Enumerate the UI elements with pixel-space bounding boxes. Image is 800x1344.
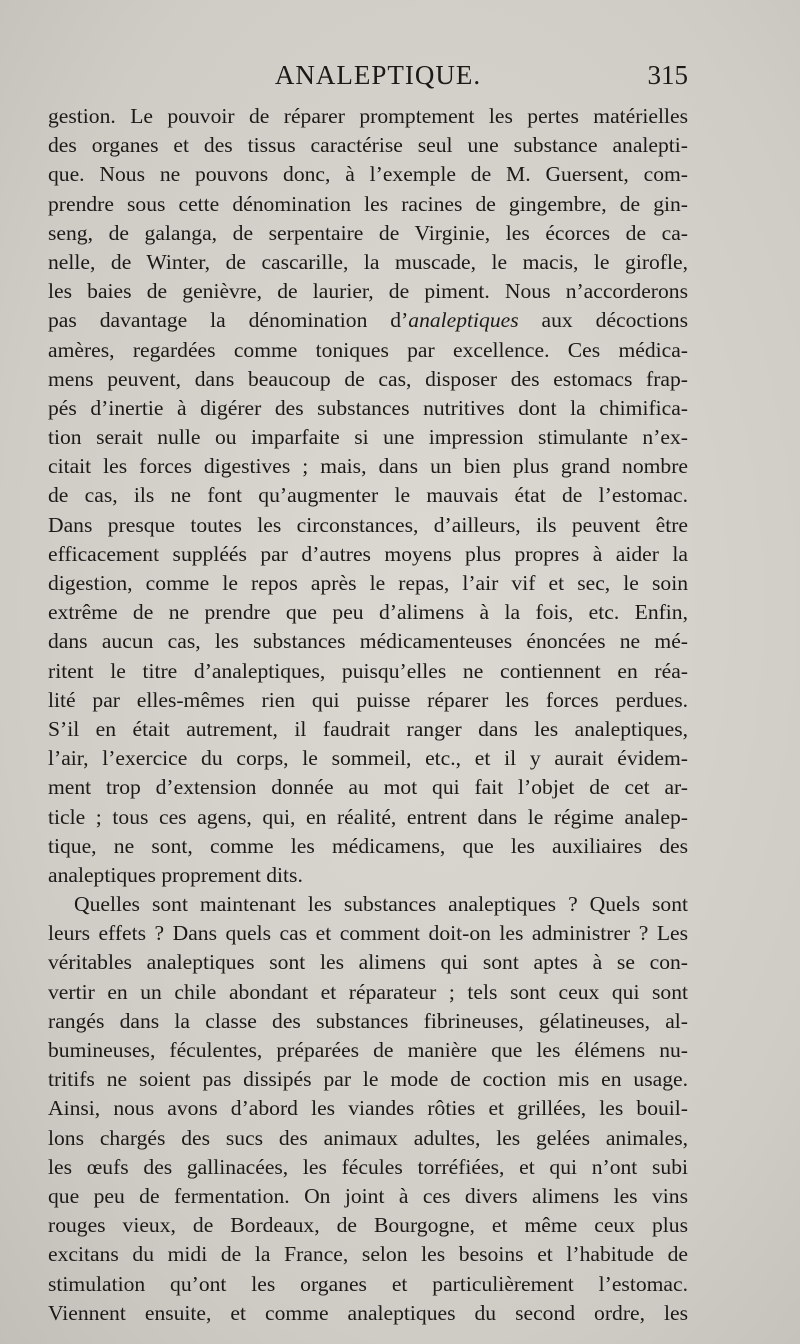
text-line: leurs effets ? Dans quels cas et comment doit-on les administrer ? Les <box>48 921 688 946</box>
text-line: S’il en était autrement, il faudrait ranger dans les analeptiques, <box>48 716 688 741</box>
text-line: rangés dans la classe des substances fibrineuses, gélatineuses, al- <box>48 1008 688 1033</box>
text-line: dans aucun cas, les substances médicamenteuses énoncées ne mé- <box>48 629 688 654</box>
text-line: digestion, comme le repos après le repas, l’air vif et sec, le soin <box>48 571 688 595</box>
text-line: que peu de fermentation. On joint à ces divers alimens les vins <box>48 1183 688 1208</box>
text-line: excitans du midi de la France, selon les besoins et l’habitude de <box>48 1242 688 1267</box>
text-line: lité par elles-mêmes rien qui puisse réparer les forces perdues. <box>48 687 688 712</box>
text-line: lons chargés des sucs des animaux adultes, les gelées animales, <box>48 1125 688 1150</box>
text-line: les baies de genièvre, de laurier, de piment. Nous n’accorderons <box>48 279 688 304</box>
text-line: tion serait nulle ou imparfaite si une impression stimulante n’ex- <box>48 425 688 450</box>
text-line: prendre sous cette dénomination les racines de gingembre, de gin- <box>48 191 688 216</box>
text-line: rouges vieux, de Bordeaux, de Bourgogne, et même ceux plus <box>48 1213 688 1238</box>
text-line: l’air, l’exercice du corps, le sommeil, etc., et il y aurait évidem- <box>48 746 688 771</box>
text-line: les œufs des gallinacées, les fécules torréfiées, et qui n’ont subi <box>48 1154 688 1179</box>
italic-term: analeptiques <box>408 308 519 333</box>
text-line: Ainsi, nous avons d’abord les viandes rôties et grillées, les bouil- <box>48 1096 688 1121</box>
text-line: ment trop d’extension donnée au mot qui fait l’objet de cet ar- <box>48 775 688 800</box>
text-line: efficacement suppléés par d’autres moyens plus propres à aider la <box>48 541 688 566</box>
text-line: extrême de ne prendre que peu d’alimens à la fois, etc. Enfin, <box>48 600 688 625</box>
text-line: analeptiques proprement dits. <box>48 862 303 887</box>
text-line: des organes et des tissus caractérise seul une substance analepti- <box>48 133 688 158</box>
text-line: véritables analeptiques sont les alimens qui sont aptes à se con- <box>48 950 688 975</box>
text-line: que. Nous ne pouvons donc, à l’exemple de M. Guersent, com- <box>48 162 688 187</box>
page-number: 315 <box>647 60 688 90</box>
text-line: pés d’inertie à digérer des substances nutritives dont la chimifica- <box>48 395 688 420</box>
text-line: de cas, ils ne font qu’augmenter le mauvais état de l’estomac. <box>48 483 688 508</box>
text-line: tritifs ne soient pas dissipés par le mode de coction mis en usage. <box>48 1067 688 1092</box>
text-line: amères, regardées comme toniques par excellence. Ces médica- <box>48 337 688 362</box>
running-title: ANALEPTIQUE. <box>274 60 482 90</box>
text-line: nelle, de Winter, de cascarille, la muscade, le macis, le girofle, <box>48 249 688 274</box>
text-line: Dans presque toutes les circonstances, d’ailleurs, ils peuvent être <box>48 512 688 537</box>
text-line: stimulation qu’ont les organes et particulièrement l’estomac. <box>48 1271 688 1296</box>
body-text <box>48 102 688 1328</box>
text-line: vertir en un chile abondant et réparateur ; tels sont ceux qui sont <box>48 979 688 1004</box>
text-line: gestion. Le pouvoir de réparer promptement les pertes matérielles <box>48 104 688 128</box>
text-line: pas davantage la dénomination d’analeptiques aux décoctions <box>48 308 688 333</box>
text-line: ticle ; tous ces agens, qui, en réalité, entrent dans le régime analep- <box>48 804 688 829</box>
text-line: mens peuvent, dans beaucoup de cas, disposer des estomacs frap- <box>48 366 688 391</box>
text-line: ritent le titre d’analeptiques, puisqu’elles ne contiennent en réa- <box>48 658 688 683</box>
text-line: Quelles sont maintenant les substances analeptiques ? Quels sont <box>74 892 688 917</box>
text-line: Viennent ensuite, et comme analeptiques du second ordre, les <box>48 1300 688 1325</box>
text-line: tique, ne sont, comme les médicamens, que les auxiliaires des <box>48 833 688 858</box>
text-line: seng, de galanga, de serpentaire de Virginie, les écorces de ca- <box>48 220 688 245</box>
text-line: bumineuses, féculentes, préparées de manière que les élémens nu- <box>48 1038 688 1062</box>
page-header <box>48 60 688 100</box>
text-line: citait les forces digestives ; mais, dans un bien plus grand nombre <box>48 454 688 479</box>
